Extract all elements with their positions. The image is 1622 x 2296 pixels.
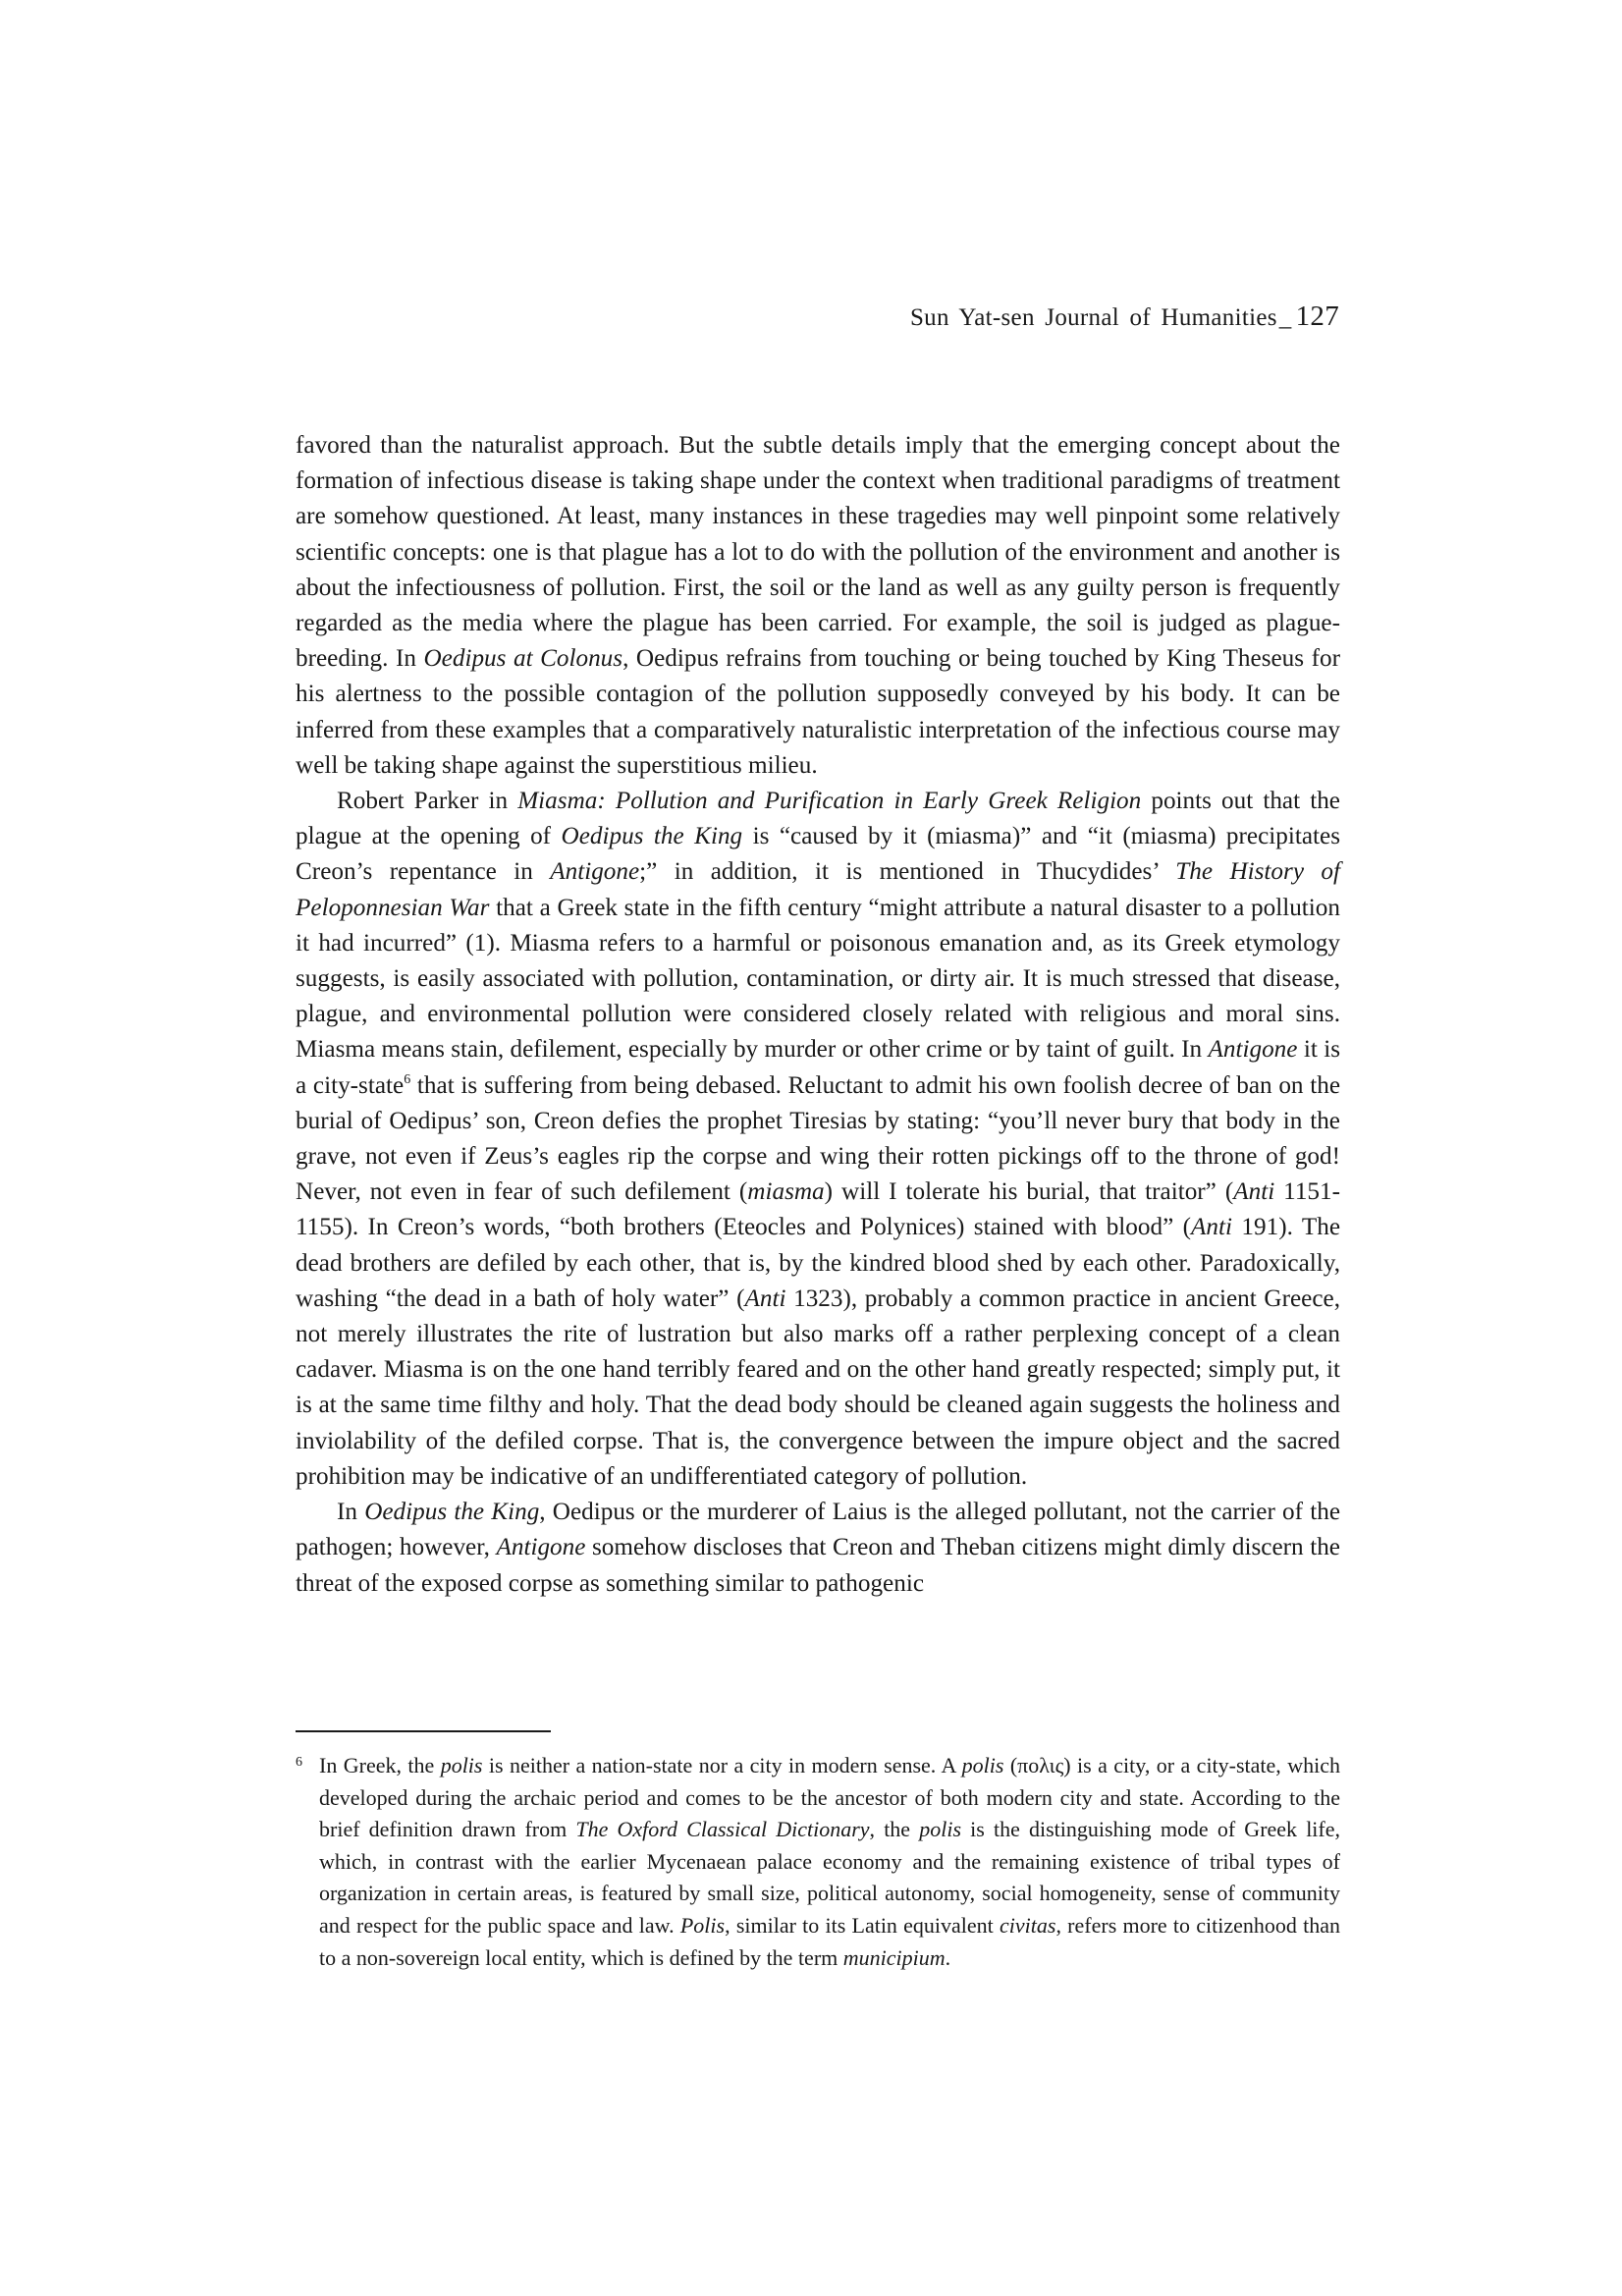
text-run: points out that the plague at the opening of [296, 788, 1340, 850]
text-run: , the [869, 1817, 920, 1842]
text-run: 1151-1155). In Creon’s words, “both brothers (Eteocles and Polynices) stained with blood” ( [296, 1178, 1341, 1241]
italic-text: Anti [744, 1285, 786, 1312]
paragraph [296, 784, 1340, 1495]
italic-text: polis [919, 1817, 962, 1842]
text-run: is neither a nation-state nor a city in modern sense. A [482, 1753, 962, 1777]
text-run: that is suffering from being debased. Reluctant to admit his own foolish decree of ban on the burial of Oedipus’ son, Creon defies the prophet Tiresias by stating: “you’ll never bury that body in the grave, not even if Zeus’s eagles rip the corpse and wing their rotten pickings off to the throne of god! Never, not even in fear of such defilement ( [296, 1071, 1340, 1206]
italic-text: Anti [1191, 1214, 1233, 1241]
italic-text: miasma [747, 1178, 825, 1206]
text-run: Robert Parker in [337, 788, 518, 815]
footnote-number: 6 [296, 1755, 302, 1770]
paragraph [296, 1495, 1340, 1602]
text-run: (πολις) is a city, or a city-state, which developed during the archaic period and comes to be the ancestor of both modern city and state. According to the brief definition drawn from [319, 1753, 1340, 1842]
italic-text: Polis [679, 1912, 726, 1938]
italic-text: Antigone [550, 858, 640, 886]
footnote [296, 1750, 1340, 1974]
italic-text: Miasma: Pollution and Purification in Early Greek Religion [517, 788, 1142, 815]
italic-text: civitas [1000, 1912, 1056, 1938]
text-run: is the distinguishing mode of Greek life, which, in contrast with the earlier Mycenaean palace economy and the remaining existence of tribal types of organization in certain areas, is featured by small size, political autonomy, social homogeneity, sense of community and respect for the public space and law. [319, 1817, 1341, 1938]
text-run: somehow discloses that Creon and Theban citizens might dimly discern the threat of the exposed corpse as something similar to pathogenic [296, 1534, 1340, 1597]
text-run: , refers more to citizenhood than to a non-sovereign local entity, which is defined by the term [319, 1912, 1340, 1970]
text-run: it is a city-state [296, 1036, 1340, 1099]
footnote-divider [296, 1730, 551, 1732]
text-run: , Oedipus or the murderer of Laius is the alleged pollutant, not the carrier of the pathogen; however, [296, 1499, 1340, 1561]
page-number: 127 [1295, 301, 1339, 332]
italic-text: The Oxford Classical Dictionary [575, 1817, 870, 1842]
italic-text: municipium [842, 1944, 946, 1970]
body-text [296, 428, 1340, 1602]
italic-text: Oedipus at Colonus [423, 645, 623, 673]
running-header [910, 301, 1339, 333]
text-run: ) will I tolerate his burial, that traitor” ( [824, 1178, 1234, 1206]
text-run: 191). The dead brothers are defiled by each other, that is, by the kindred blood shed by each other. Paradoxically, washing “the dead in a bath of holy water” ( [296, 1214, 1340, 1312]
italic-text: polis [961, 1753, 1004, 1777]
italic-text: Antigone [496, 1534, 586, 1561]
paragraph [296, 428, 1340, 784]
text-run: , Oedipus refrains from touching or being touched by King Theseus for his alertness to the possible contagion of the pollution supposedly conveyed by his body. It can be inferred from these examples that a comparatively naturalistic interpretation of the infectious course may well be taking shape against the superstitious milieu. [296, 645, 1340, 779]
text-run: In Greek, the [319, 1753, 441, 1777]
text-run: . [945, 1944, 951, 1970]
text-run: ;” in addition, it is mentioned in Thucydides’ [639, 858, 1176, 886]
text-run: favored than the naturalist approach. But the subtle details imply that the emerging concept about the formation of infectious disease is taking shape under the context when traditional paradigms of treatment are somehow questioned. At least, many instances in these tragedies may well pinpoint some relatively scientific concepts: one is that plague has a lot to do with the pollution of the environment and another is about the infectiousness of pollution. First, the soil or the land as well as any guilty person is frequently regarded as the media where the plague has been carried. For example, the soil is judged as plague-breeding. In [296, 432, 1340, 673]
footnote-reference: 6 [404, 1071, 411, 1087]
text-run: In [337, 1499, 365, 1526]
italic-text: polis [440, 1753, 483, 1777]
text-run: 1323), probably a common practice in ancient Greece, not merely illustrates the rite of lustration but also marks off a rather perplexing concept of a clean cadaver. Miasma is on the one hand terribly feared and on the other hand greatly respected; simply put, it is at the same time filthy and holy. That the dead body should be cleaned again suggests the holiness and inviolability of the defiled corpse. That is, the convergence between the impure object and the sacred prohibition may be indicative of an undifferentiated category of pollution. [296, 1285, 1340, 1490]
text-run: , similar to its Latin equivalent [725, 1912, 1000, 1938]
text-run: is “caused by it (miasma)” and “it (miasma) precipitates Creon’s repentance in [296, 823, 1340, 886]
italic-text: Oedipus the King [561, 823, 743, 850]
italic-text: The History of Peloponnesian War [296, 858, 1341, 921]
italic-text: Antigone [1208, 1036, 1298, 1064]
text-run: that a Greek state in the fifth century “might attribute a natural disaster to a pollution it had incurred” (1). Miasma refers to a harmful or poisonous emanation and, as its Greek etymology suggests, is easily associated with pollution, contamination, or dirty air. It is much stressed that disease, plague, and environmental pollution were considered closely related with religious and moral sins. Miasma means stain, defilement, especially by murder or other crime or by taint of guilt. In [296, 894, 1340, 1064]
italic-text: Oedipus the King [364, 1499, 540, 1526]
header-separator: _ [1278, 304, 1292, 331]
footnote-text [319, 1750, 1340, 1974]
italic-text: Anti [1233, 1178, 1275, 1206]
journal-title: Sun Yat-sen Journal of Humanities [909, 304, 1277, 331]
